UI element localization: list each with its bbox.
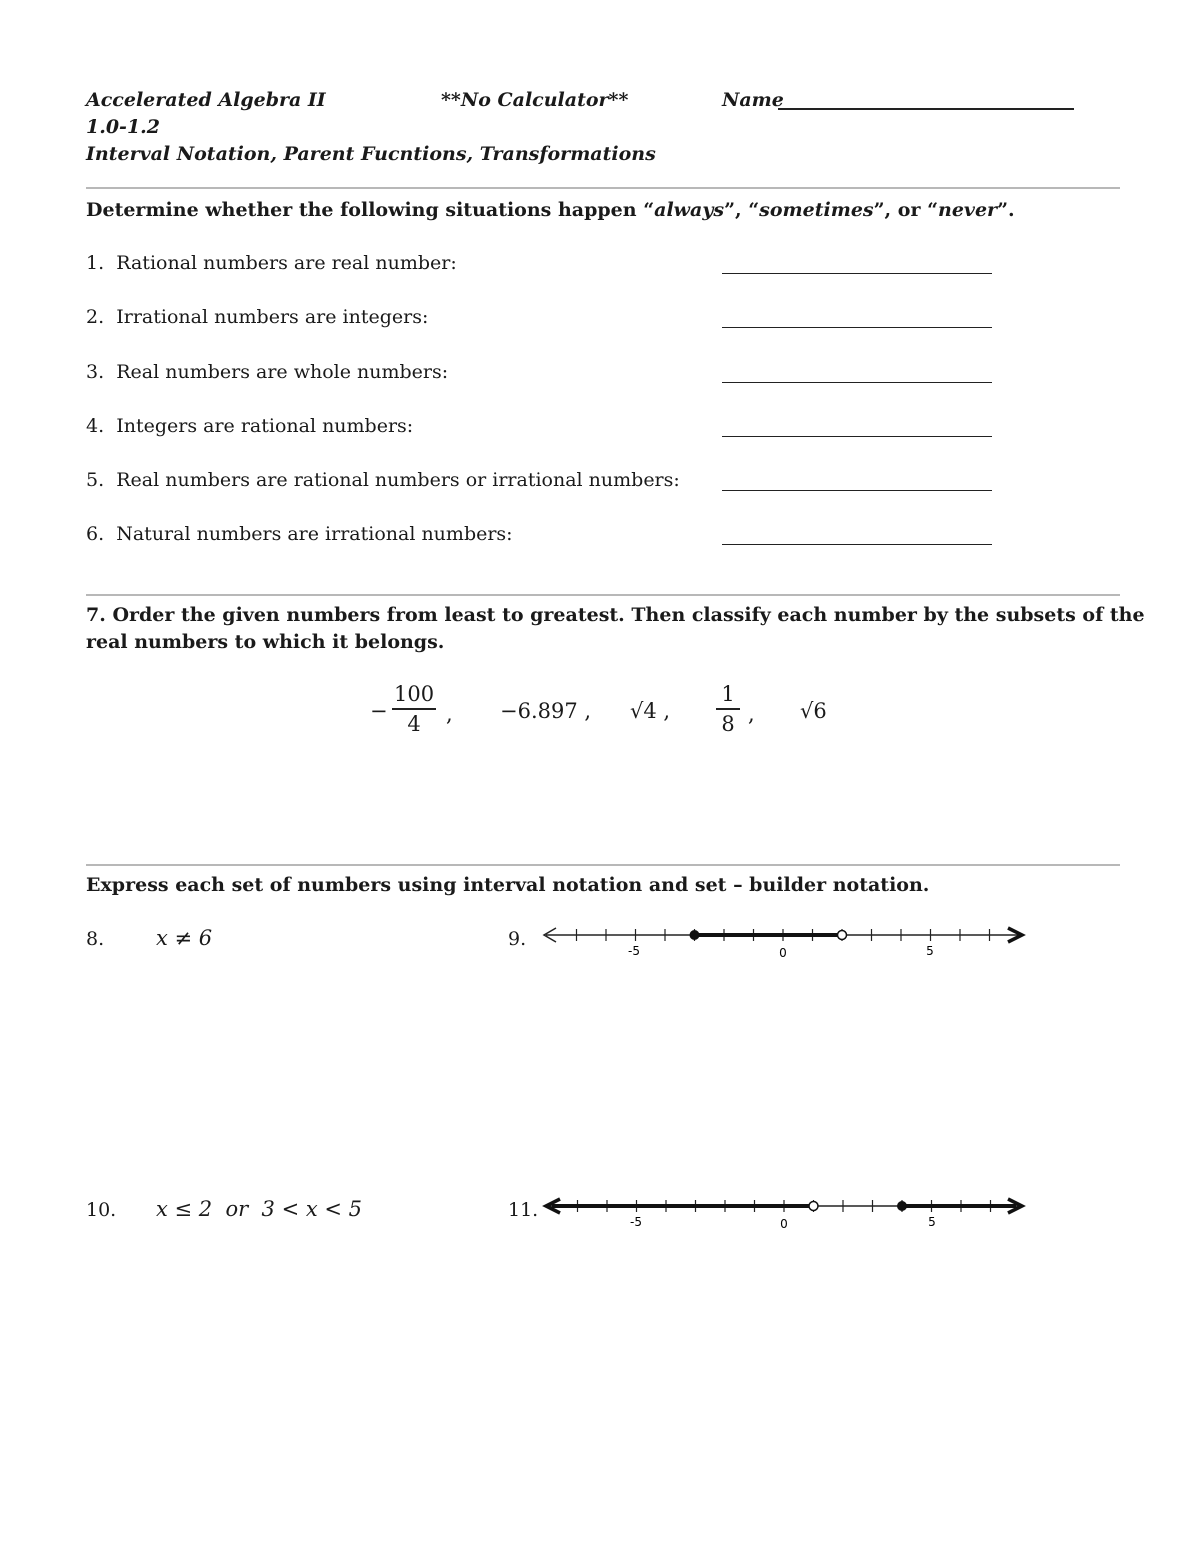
question-number: 5. bbox=[86, 469, 105, 491]
question-text: Rational numbers are real number: bbox=[116, 252, 457, 274]
instruction-sep2: ”, or “ bbox=[873, 199, 939, 221]
question-5 bbox=[86, 469, 680, 491]
number-line-q11 bbox=[538, 1191, 1028, 1233]
instruction-prefix: Determine whether the following situations happen “ bbox=[86, 199, 655, 221]
tick-label-neg5: -5 bbox=[628, 944, 640, 958]
question-number: 1. bbox=[86, 252, 105, 274]
answer-blank-4[interactable] bbox=[722, 436, 992, 437]
question-1 bbox=[86, 252, 457, 274]
question-3 bbox=[86, 361, 448, 383]
name-field[interactable] bbox=[778, 108, 1074, 110]
number-5: √6 bbox=[800, 699, 827, 723]
question-text: Real numbers are rational numbers or irrational numbers: bbox=[116, 469, 680, 491]
question-9-number: 9. bbox=[508, 928, 527, 950]
question-10-expression: x ≤ 2 or 3 < x < 5 bbox=[156, 1197, 362, 1221]
name-label bbox=[722, 89, 784, 111]
instruction-sep1: ”, “ bbox=[724, 199, 760, 221]
question-number: 6. bbox=[86, 523, 105, 545]
question-7-line2: real numbers to which it belongs. bbox=[86, 631, 445, 653]
question-number: 3. bbox=[86, 361, 105, 383]
word-never: never bbox=[938, 199, 998, 221]
answer-blank-3[interactable] bbox=[722, 382, 992, 383]
question-text: Integers are rational numbers: bbox=[116, 415, 414, 437]
question-2 bbox=[86, 306, 428, 328]
open-point bbox=[838, 931, 847, 940]
number-4-numerator: 1 bbox=[716, 682, 740, 710]
number-1-numerator: 100 bbox=[392, 682, 436, 710]
question-8-number: 8. bbox=[86, 928, 105, 950]
topic-title: Interval Notation, Parent Fucntions, Transformations bbox=[86, 143, 656, 165]
answer-blank-2[interactable] bbox=[722, 327, 992, 328]
instruction-suffix: ”. bbox=[997, 199, 1015, 221]
number-1-fraction bbox=[392, 682, 436, 736]
number-3: √4 , bbox=[630, 699, 671, 723]
course-title: Accelerated Algebra II bbox=[86, 89, 326, 111]
tick-label-0: 0 bbox=[779, 946, 787, 960]
number-4-denominator: 8 bbox=[721, 712, 735, 736]
closed-point bbox=[898, 1202, 907, 1211]
question-7-line1: 7. Order the given numbers from least to greatest. Then classify each number by the subsets of the bbox=[86, 604, 1145, 626]
number-1-denominator: 4 bbox=[407, 712, 421, 736]
question-number: 4. bbox=[86, 415, 105, 437]
calculator-note: **No Calculator** bbox=[441, 89, 629, 111]
tick-label-neg5: -5 bbox=[630, 1215, 642, 1229]
question-10-number: 10. bbox=[86, 1199, 117, 1221]
answer-blank-1[interactable] bbox=[722, 273, 992, 274]
tick-label-5: 5 bbox=[926, 944, 934, 958]
number-1-sign: − bbox=[370, 699, 388, 723]
divider-3 bbox=[86, 864, 1120, 866]
question-6 bbox=[86, 523, 513, 545]
question-text: Irrational numbers are integers: bbox=[116, 306, 429, 328]
question-number: 2. bbox=[86, 306, 105, 328]
number-line-q9 bbox=[538, 920, 1028, 962]
tick-label-0: 0 bbox=[780, 1217, 788, 1231]
question-11-number: 11. bbox=[508, 1199, 539, 1221]
question-text: Natural numbers are irrational numbers: bbox=[116, 523, 513, 545]
tick-label-5: 5 bbox=[928, 1215, 936, 1229]
divider-1 bbox=[86, 187, 1120, 189]
closed-point bbox=[690, 931, 699, 940]
word-always: always bbox=[654, 199, 725, 221]
open-point bbox=[809, 1202, 818, 1211]
question-4 bbox=[86, 415, 413, 437]
word-sometimes: sometimes bbox=[759, 199, 874, 221]
divider-2 bbox=[86, 594, 1120, 596]
number-2: −6.897 , bbox=[500, 699, 592, 723]
part3-instruction: Express each set of numbers using interval notation and set – builder notation. bbox=[86, 874, 930, 896]
answer-blank-6[interactable] bbox=[722, 544, 992, 545]
question-text: Real numbers are whole numbers: bbox=[116, 361, 449, 383]
number-4-comma: , bbox=[748, 702, 755, 726]
answer-blank-5[interactable] bbox=[722, 490, 992, 491]
question-8-expression: x ≠ 6 bbox=[156, 926, 213, 950]
part1-instruction bbox=[86, 199, 1015, 221]
name-label-text: Name bbox=[722, 89, 784, 111]
number-4-fraction bbox=[716, 682, 740, 736]
section-number: 1.0-1.2 bbox=[86, 116, 160, 138]
number-1-comma: , bbox=[446, 702, 453, 726]
